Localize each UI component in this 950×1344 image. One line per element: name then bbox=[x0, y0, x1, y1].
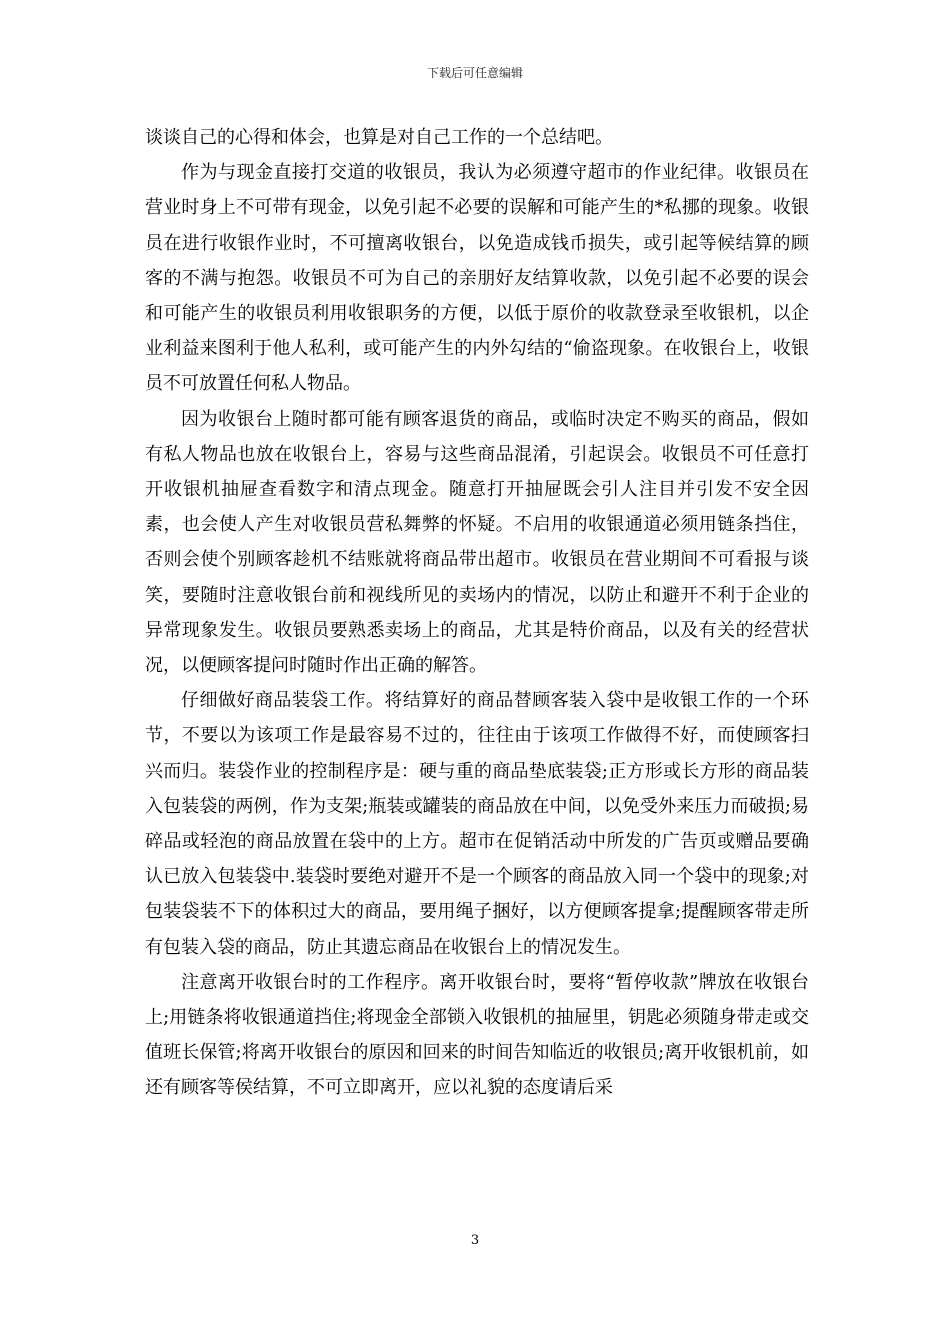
paragraph-continuation: 谈谈自己的心得和体会，也算是对自己工作的一个总结吧。 bbox=[145, 127, 613, 148]
paragraph-bagging: 仔细做好商品装袋工作。将结算好的商品替顾客装入袋中是收银工作的一个环节，不要以为该项工作是最容易不过的，往往由于该项工作做得不好，而使顾客扫兴而归。装袋作业的控制程序是：硬与重的商品垫底装袋;正方形或长方形的商品装入包装袋的两例，作为支架;瓶装或罐装的商品放在中间，以免受外来压力而破损;易碎品或轻泡的商品放置在袋中的上方。超市在促销活动中所发的广告页或赠品要确认已放入包装袋中.装袋时要绝对避开不是一个顾客的商品放入同一个袋中的现象;对包装袋装不下的体积过大的商品，要用绳子捆好，以方便顾客提拿;提醒顾客带走所有包装入袋的商品，防止其遗忘商品在收银台上的情况发生。 bbox=[145, 690, 809, 958]
page-header: 下载后可任意编辑 bbox=[426, 66, 523, 80]
paragraph-cashier-discipline: 作为与现金直接打交道的收银员，我认为必须遵守超市的作业纪律。收银员在营业时身上不可带有现金，以免引起不必要的误解和可能产生的*私挪的现象。收银员在进行收银作业时，不可擅离收银台，以免造成钱币损失，或引起等候结算的顾客的不满与抱怨。收银员不可为自己的亲朋好友结算收款，以免引起不必要的误会和可能产生的收银员利用收银职务的方便，以低于原价的收款登录至收银机，以企业利益来图利于他人私利，或可能产生的内外勾结的“偷盗现象。在收银台上，收银员不可放置任何私人物品。 bbox=[145, 162, 809, 395]
page-number: 3 bbox=[470, 1233, 480, 1248]
paragraph-checkout-counter: 因为收银台上随时都可能有顾客退货的商品，或临时决定不购买的商品，假如有私人物品也放在收银台上，容易与这些商品混淆，引起误会。收银员不可任意打开收银机抽屉查看数字和清点现金。随意打开抽屉既会引人注目并引发不安全因素，也会使人产生对收银员营私舞弊的怀疑。不启用的收银通道必须用链条挡住，否则会使个别顾客趁机不结账就将商品带出超市。收银员在营业期间不可看报与谈笑，要随时注意收银台前和视线所见的卖场内的情况，以防止和避开不利于企业的异常现象发生。收银员要熟悉卖场上的商品，尤其是特价商品，以及有关的经营状况，以便顾客提问时随时作出正确的解答。 bbox=[145, 408, 809, 677]
paragraph-leaving-counter: 注意离开收银台时的工作程序。离开收银台时，要将“暂停收款”牌放在收银台上;用链条将收银通道挡住;将现金全部锁入收银机的抽屉里，钥匙必须随身带走或交值班长保管;将离开收银台的原因和回来的时间告知临近的收银员;离开收银机前，如还有顾客等侯结算，不可立即离开，应以礼貌的态度请后采 bbox=[145, 971, 809, 1099]
document-body bbox=[145, 120, 809, 1106]
